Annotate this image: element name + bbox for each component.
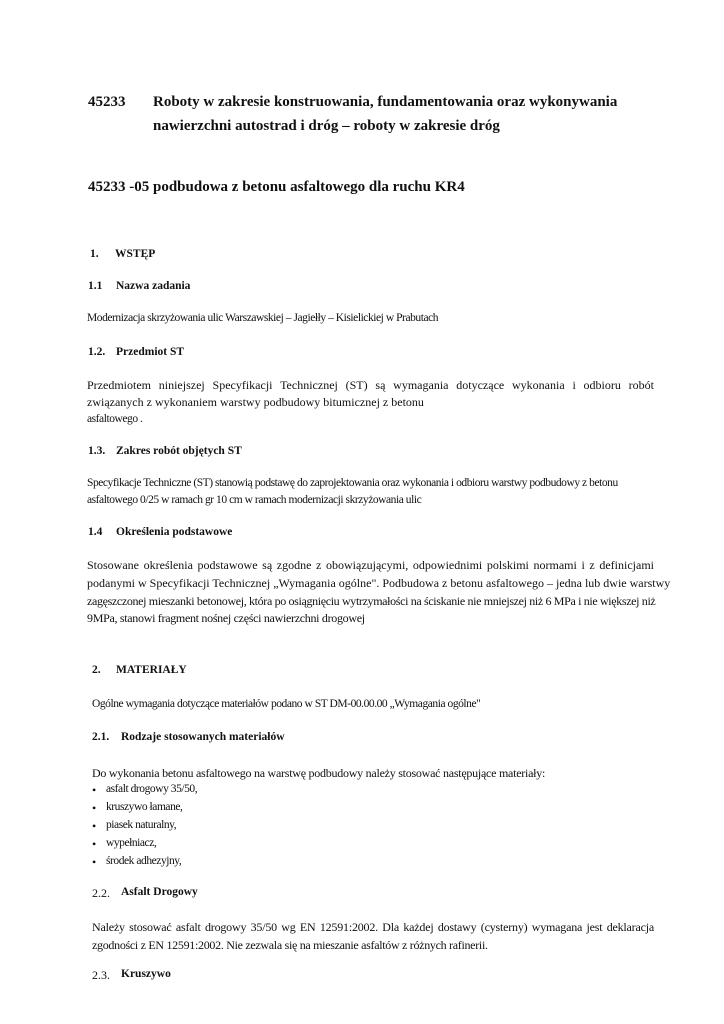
section-1-2-title: Przedmiot ST (116, 346, 185, 358)
doc-title-line2: nawierzchni autostrad i dróg – roboty w zakresie dróg (153, 118, 500, 134)
section-2-3-title: Kruszywo (121, 968, 171, 980)
section-1-2-line1: Przedmiotem niniejszej Specyfikacji Technicznej (ST) są wymagania dotyczące wykonania i odbioru robót (87, 378, 654, 392)
list-bullet: • (92, 819, 97, 833)
section-2-1-intro: Do wykonania betonu asfaltowego na warstwę podbudowy należy stosować następujące materiały: (92, 766, 546, 780)
list-item: asfalt drogowy 35/50, (106, 783, 198, 795)
section-1-4-line4: 9MPa, stanowi fragment nośnej części nawierzchni drogowej (87, 611, 365, 625)
section-2-1-title: Rodzaje stosowanych materiałów (121, 731, 285, 743)
section-2-1-number: 2.1. (92, 731, 110, 743)
section-2-number: 2. (92, 664, 101, 676)
section-1-number: 1. (90, 248, 99, 260)
section-2-text: Ogólne wymagania dotyczące materiałów podano w ST DM-00.00.00 „Wymagania ogólne" (92, 698, 481, 710)
list-item: piasek naturalny, (106, 819, 177, 831)
section-1-3-line1: Specyfikacje Techniczne (ST) stanowią podstawę do zaprojektowania oraz wykonania i odbioru warstwy podbudowy z betonu (87, 477, 618, 489)
section-1-1-text: Modernizacja skrzyżowania ulic Warszawskiej – Jagiełły – Kisielickiej w Prabutach (87, 312, 439, 324)
section-1-3-title: Zakres robót objętych ST (116, 445, 242, 457)
list-item: środek adhezyjny, (106, 855, 182, 867)
section-2-title: MATERIAŁY (116, 664, 187, 676)
list-bullet: • (92, 837, 97, 851)
doc-subtitle: 45233 -05 podbudowa z betonu asfaltowego dla ruchu KR4 (88, 179, 465, 195)
section-2-2-title: Asfalt Drogowy (121, 886, 198, 898)
list-bullet: • (92, 783, 97, 797)
section-1-title: WSTĘP (115, 248, 156, 260)
section-1-3-line2: asfaltowego 0/25 w ramach gr 10 cm w ramach modernizacji skrzyżowania ulic (87, 494, 422, 506)
section-1-2-number: 1.2. (88, 346, 106, 358)
section-1-1-title: Nazwa zadania (116, 280, 191, 292)
section-1-4-title: Określenia podstawowe (116, 526, 233, 538)
doc-title-line1: Roboty w zakresie konstruowania, fundamentowania oraz wykonywania (153, 94, 618, 110)
section-1-3-number: 1.3. (88, 445, 106, 457)
section-1-4-line1: Stosowane określenia podstawowe są zgodne z obowiązującymi, odpowiednimi polskimi normami i z definicjami (87, 558, 654, 572)
section-2-3-number: 2.3. (92, 968, 110, 982)
section-1-4-number: 1.4 (88, 526, 103, 538)
list-item: kruszywo łamane, (106, 801, 183, 813)
list-item: wypełniacz, (106, 837, 157, 849)
list-bullet: • (92, 801, 97, 815)
doc-code: 45233 (88, 94, 126, 110)
section-2-2-line2: zgodności z EN 12591:2002. Nie zezwala się na mieszanie asfaltów z różnych rafinerii. (92, 938, 488, 952)
section-1-2-line2: związanych z wykonaniem warstwy podbudowy bitumicznej z betonu (87, 395, 424, 409)
section-1-2-line3: asfaltowego . (87, 413, 143, 425)
section-1-4-line3: zagęszczonej mieszanki betonowej, która po osiągnięciu wytrzymałości na ściskanie nie mniejszej niż 6 MPa i nie większej niż (87, 594, 656, 608)
section-2-2-number: 2.2. (92, 886, 110, 900)
section-1-1-number: 1.1 (88, 280, 103, 292)
list-bullet: • (92, 855, 97, 869)
section-1-4-line2: podanymi w Specyfikacji Technicznej „Wymagania ogólne". Podbudowa z betonu asfaltowego – jedna lub dwie warstwy (87, 576, 671, 590)
section-2-2-line1: Należy stosować asfalt drogowy 35/50 wg EN 12591:2002. Dla każdej dostawy (cysterny) wymagana jest deklaracja (92, 920, 654, 934)
